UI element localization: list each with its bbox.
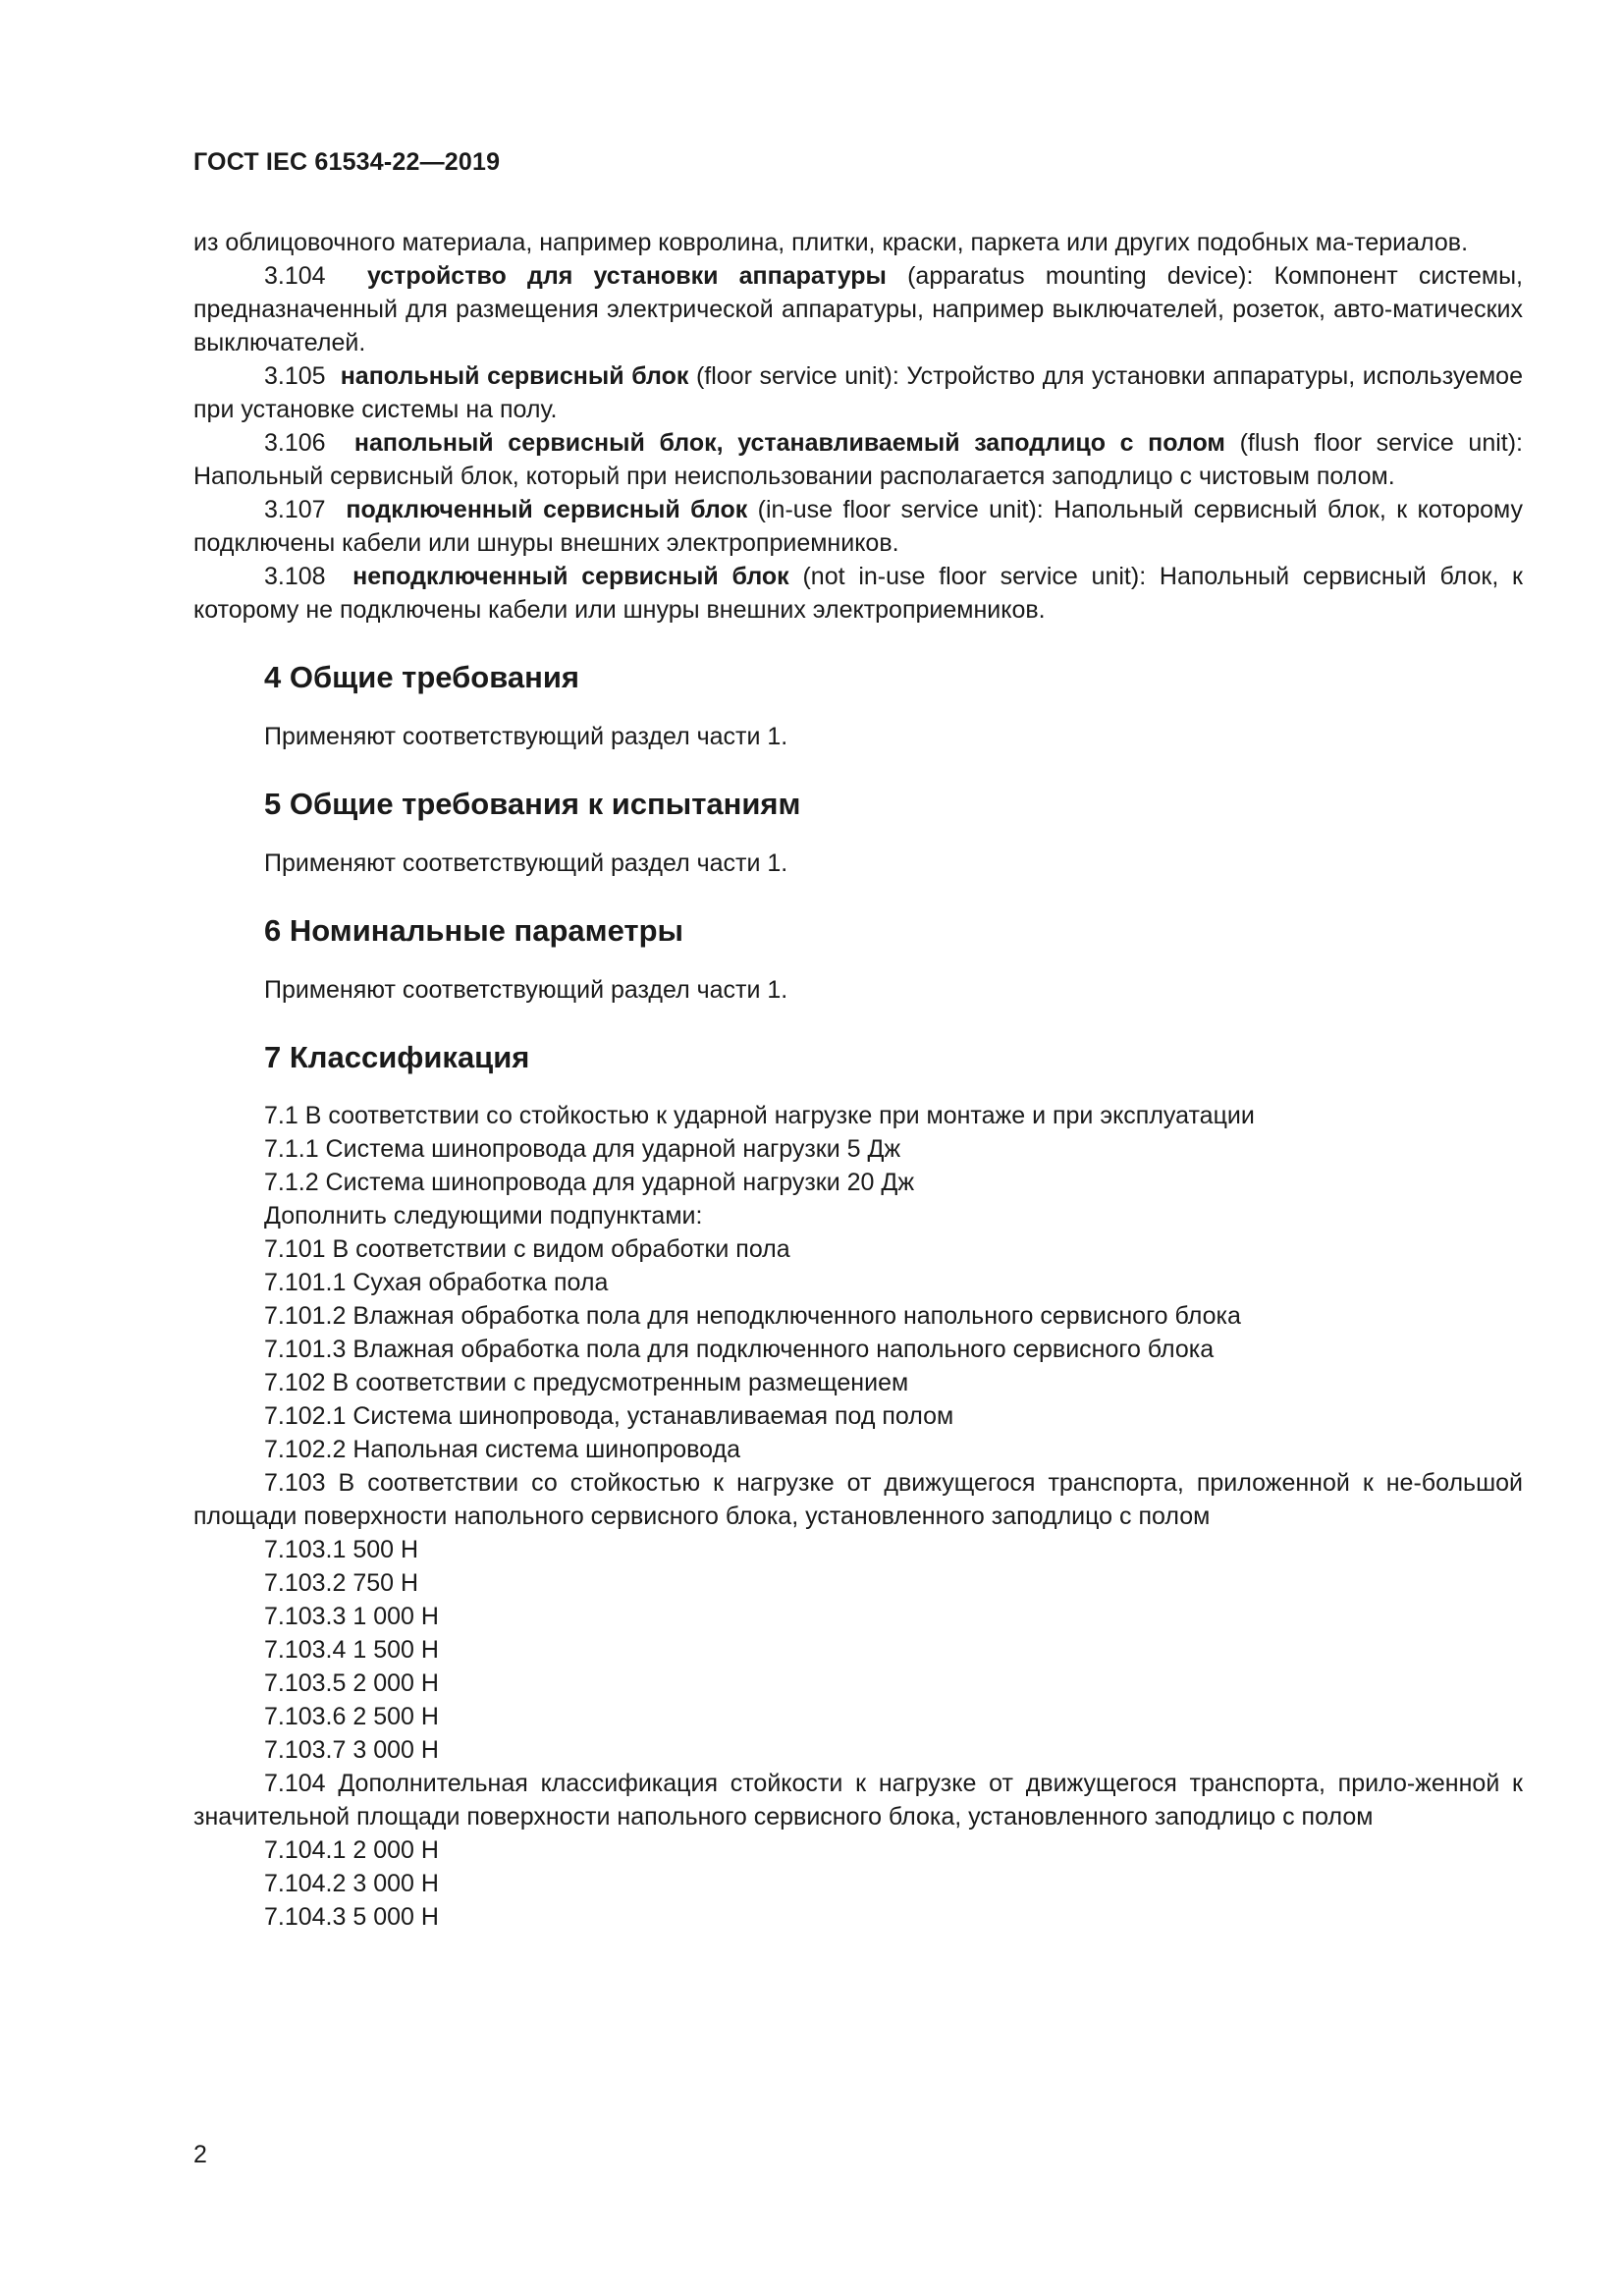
definition-term: напольный сервисный блок, устанавливаемый заподлицо с полом [353,429,1225,457]
list-item: 7.103.6 2 500 Н [264,1703,439,1730]
definition-3-106 [193,426,1523,493]
list-item: 7.1.2 Система шинопровода для ударной нагрузки 20 Дж [264,1169,915,1196]
list-item: 7.102 В соответствии с предусмотренным размещением [264,1369,909,1396]
section-heading: 5 Общие требования к испытаниям [264,787,801,821]
definition-term: неподключенный сервисный блок [352,563,789,590]
classification-list [193,1099,1523,1934]
section-6 [193,911,1523,1007]
list-item: 7.103.7 3 000 Н [264,1736,439,1764]
definition-term: напольный сервисный блок [340,362,689,390]
section-heading: 6 Номинальные параметры [264,913,684,948]
list-item: 7.101.1 Сухая обработка пола [264,1269,609,1296]
definition-text: (in-use floor service unit): Напольный сервисный блок, к которому подключены кабели или шнуры внешних электроприемников. [193,496,1523,557]
definition-3-108 [193,560,1523,627]
definition-3-107 [193,493,1523,560]
list-item: 7.102.2 Напольная система шинопровода [264,1436,741,1463]
definition-number: 3.104 [264,262,326,290]
list-item: 7.1 В соответствии со стойкостью к ударной нагрузке при монтаже и при эксплуатации [264,1102,1255,1129]
list-item: 7.103.2 750 Н [264,1569,419,1597]
list-item: 7.104.1 2 000 Н [264,1836,439,1864]
list-item: 7.101.2 Влажная обработка пола для неподключенного напольного сервисного блока [264,1302,1241,1330]
clause-7-104: 7.104 Дополнительная классификация стойкости к нагрузке от движущегося транспорта, прило-женной к значительной площади поверхности напольного сервисного блока, установленного заподлицо с полом [193,1770,1523,1831]
definition-text: (not in-use floor service unit): Напольный сервисный блок, к которому не подключены кабели или шнуры внешних электроприемников. [193,563,1523,624]
section-7 [193,1038,1523,1934]
section-heading: 7 Классификация [264,1040,530,1074]
section-body: Применяют соответствующий раздел части 1. [264,723,788,750]
definition-term: подключенный сервисный блок [346,496,748,523]
list-item: Дополнить следующими подпунктами: [264,1202,703,1230]
list-item: 7.103.1 500 Н [264,1536,419,1563]
definition-number: 3.105 [264,362,326,390]
list-item: 7.104.3 5 000 Н [264,1903,439,1931]
section-heading: 4 Общие требования [264,660,579,694]
page-number: 2 [193,2141,207,2168]
document-id-header: ГОСТ IEC 61534-22—2019 [193,148,501,176]
list-item: 7.103.4 1 500 Н [264,1636,439,1664]
clause-7-103: 7.103 В соответствии со стойкостью к нагрузке от движущегося транспорта, приложенной к не-большой площади поверхности напольного сервисного блока, установленного заподлицо с полом [193,1469,1523,1530]
section-5 [193,785,1523,880]
definition-text: (floor service unit): Устройство для установки аппаратуры, используемое при установке системы на полу. [193,362,1523,423]
definition-number: 3.108 [264,563,326,590]
document-body [193,226,1523,1934]
section-body: Применяют соответствующий раздел части 1. [264,976,788,1004]
definition-text: (apparatus mounting device): Компонент системы, предназначенный для размещения электрической аппаратуры, например выключателей, розеток, авто-матических выключателей. [193,262,1524,356]
definition-3-105 [193,359,1523,426]
list-item: 7.102.1 Система шинопровода, устанавливаемая под полом [264,1402,954,1430]
list-item: 7.103.3 1 000 Н [264,1603,439,1630]
definition-text: (flush floor service unit): Напольный сервисный блок, который при неиспользовании располагается заподлицо с чистовым полом. [193,429,1523,490]
list-item: 7.1.1 Система шинопровода для ударной нагрузки 5 Дж [264,1135,901,1163]
definition-3-104 [193,259,1523,359]
list-item: 7.103.5 2 000 Н [264,1669,439,1697]
section-body: Применяют соответствующий раздел части 1. [264,849,788,877]
section-4 [193,658,1523,753]
definition-number: 3.107 [264,496,326,523]
definition-number: 3.106 [264,429,326,457]
definition-term: устройство для установки аппаратуры [366,262,887,290]
intro-paragraph: из облицовочного материала, например ковролина, плитки, краски, паркета или других подобных ма-териалов. [193,229,1469,256]
list-item: 7.104.2 3 000 Н [264,1870,439,1897]
list-item: 7.101 В соответствии с видом обработки пола [264,1235,790,1263]
list-item: 7.101.3 Влажная обработка пола для подключенного напольного сервисного блока [264,1336,1215,1363]
